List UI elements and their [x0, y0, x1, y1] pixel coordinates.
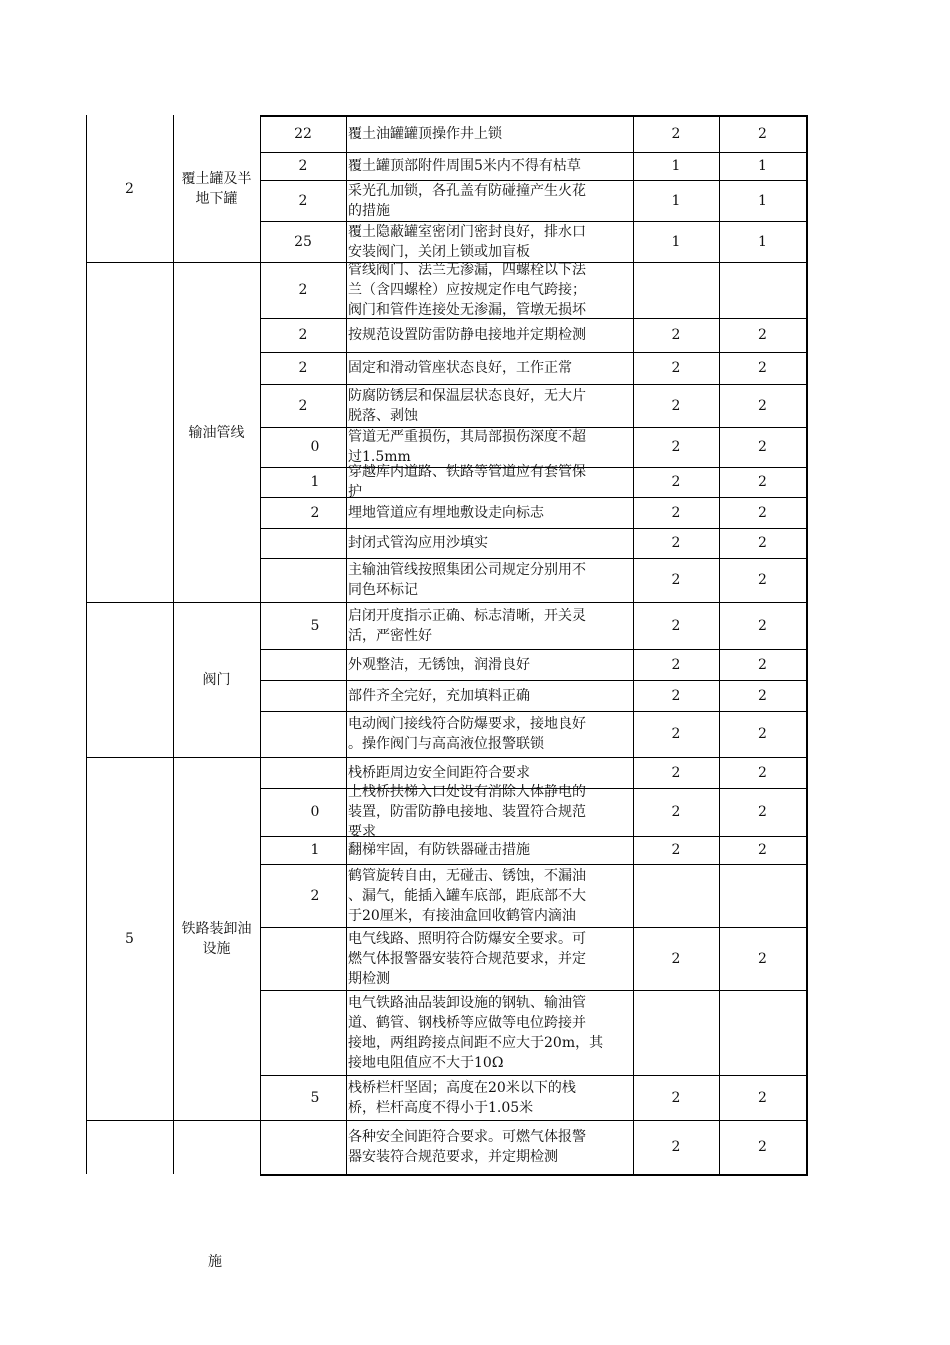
item-score: 2	[310, 504, 320, 521]
item-value-b	[719, 262, 806, 318]
grid-line-vertical	[806, 115, 808, 1175]
item-content: 部件齐全完好，充加填料正确	[348, 687, 530, 704]
item-value-a: 1	[671, 158, 681, 174]
item-value-b	[719, 990, 806, 1075]
group-name: 输油管线	[188, 425, 245, 441]
item-value-a: 2	[671, 804, 681, 820]
item-score	[260, 711, 346, 757]
item-value-a: 1	[671, 192, 681, 209]
group-name	[173, 1120, 260, 1174]
item-value-a: 2	[671, 125, 681, 142]
item-score	[260, 649, 346, 680]
item-value-a: 1	[671, 233, 681, 250]
item-value-b: 2	[758, 504, 767, 521]
item-value-b: 2	[758, 687, 767, 704]
item-score	[260, 1120, 346, 1174]
item-value-a: 2	[671, 617, 681, 634]
item-value-a	[633, 990, 719, 1075]
item-value-b: 2	[758, 842, 767, 858]
item-score	[260, 558, 346, 602]
item-content: 管线阀门、法兰无渗漏，四螺栓以下法 兰（含四螺栓）应按规定作电气跨接； 阀门和管件连接处无渗漏，管墩无损坏	[348, 262, 586, 318]
item-content: 电气铁路油品装卸设施的钢轨、输油管 道、鹤管、钢栈桥等应做等电位跨接并 接地，两组跨接点间距不应大于20m，其 接地电阻值应不大于10Ω	[348, 994, 604, 1071]
item-content: 覆土罐顶部附件周围5米内不得有枯草	[348, 158, 581, 174]
item-score: 0	[310, 439, 320, 455]
item-value-a: 2	[671, 950, 681, 967]
item-value-a: 2	[671, 687, 681, 704]
item-value-b: 1	[758, 158, 767, 174]
item-content: 电动阀门接线符合防爆要求，接地良好 。操作阀门与高高液位报警联锁	[348, 716, 586, 752]
item-content: 防腐防锈层和保温层状态良好，无大片 脱落、剥蚀	[348, 387, 586, 424]
item-value-a: 2	[671, 842, 681, 858]
group-number	[86, 262, 173, 602]
item-value-a: 2	[671, 1089, 681, 1106]
item-value-b: 2	[758, 360, 767, 376]
grid-line-horizontal	[260, 1174, 808, 1176]
item-content: 电气线路、照明符合防爆安全要求。可 燃气体报警器安装符合规范要求，并定 期检测	[348, 930, 586, 987]
item-value-b: 2	[758, 439, 767, 455]
item-content: 上栈桥扶梯入口处设有消除人体静电的 装置，防雷防静电接地、装置符合规范 要求	[348, 784, 586, 840]
item-score	[260, 927, 346, 990]
item-value-a: 2	[671, 439, 681, 455]
item-content: 栈桥栏杆坚固；高度在20米以下的栈 桥，栏杆高度不得小于1.05米	[348, 1079, 576, 1116]
item-value-b: 2	[758, 535, 767, 551]
item-content: 封闭式管沟应用沙填实	[348, 535, 488, 551]
item-value-b: 2	[758, 125, 767, 142]
item-value-b: 2	[758, 950, 767, 967]
item-content: 采光孔加锁，各孔盖有防碰撞产生火花 的措施	[348, 182, 586, 219]
item-score: 2	[298, 397, 308, 414]
item-score: 5	[310, 1089, 320, 1106]
item-score: 22	[294, 125, 312, 142]
item-value-a: 2	[671, 397, 681, 414]
group-name: 铁路装卸油 设施	[181, 920, 252, 957]
item-value-b: 2	[758, 474, 767, 490]
item-content: 翻梯牢固，有防铁器碰击措施	[348, 842, 530, 858]
item-value-a	[633, 864, 719, 927]
item-score: 2	[298, 158, 308, 174]
item-value-b: 2	[758, 327, 767, 343]
item-score: 1	[310, 474, 320, 490]
item-content: 按规范设置防雷防静电接地并定期检测	[348, 327, 586, 343]
item-value-b: 2	[758, 656, 767, 673]
item-value-a: 2	[671, 474, 681, 490]
item-content: 覆土油罐罐顶操作井上锁	[348, 125, 502, 142]
item-score	[260, 528, 346, 558]
item-content: 穿越库内道路、铁路等管道应有套管保 护	[348, 464, 586, 500]
item-value-a: 2	[671, 572, 681, 588]
item-score: 25	[294, 233, 312, 250]
item-value-b: 2	[758, 764, 767, 781]
item-value-a: 2	[671, 1139, 681, 1155]
item-value-a: 2	[671, 535, 681, 551]
group-number	[86, 1120, 173, 1174]
item-value-b: 2	[758, 572, 767, 588]
group-number: 2	[125, 180, 134, 197]
item-value-b: 2	[758, 397, 767, 414]
item-value-a: 2	[671, 726, 681, 742]
item-value-a	[633, 262, 719, 318]
item-content: 覆土隐蔽罐室密闭门密封良好，排水口 安装阀门，关闭上锁或加盲板	[348, 223, 586, 260]
item-value-b: 1	[758, 192, 767, 209]
item-content: 管道无严重损伤，其局部损伤深度不超 过1.5mm	[348, 429, 586, 465]
item-content: 外观整洁，无锈蚀，润滑良好	[348, 656, 530, 673]
item-content: 固定和滑动管座状态良好，工作正常	[348, 360, 572, 376]
footer-text: 施	[208, 1254, 222, 1270]
item-value-a: 2	[671, 656, 681, 673]
item-score	[260, 757, 346, 788]
item-score: 0	[310, 804, 320, 820]
item-value-b: 2	[758, 726, 767, 742]
item-content: 鹤管旋转自由，无碰击、锈蚀，不漏油 、漏气，能插入罐车底部，距底部不大 于20厘米，有接油盒回收鹤管内滴油	[348, 867, 586, 924]
item-score: 2	[298, 327, 308, 343]
item-content: 主输油管线按照集团公司规定分别用不 同色环标记	[348, 562, 586, 598]
item-score	[260, 680, 346, 711]
item-content: 启闭开度指示正确、标志清晰，开关灵 活，严密性好	[348, 607, 586, 644]
item-score: 2	[298, 282, 308, 298]
item-content: 各种安全间距符合要求。可燃气体报警 器安装符合规范要求，并定期检测	[348, 1129, 586, 1165]
item-score: 5	[310, 617, 320, 634]
item-value-a: 2	[671, 360, 681, 376]
item-value-b: 2	[758, 804, 767, 820]
item-value-a: 2	[671, 327, 681, 343]
item-score: 2	[298, 192, 308, 209]
item-content: 埋地管道应有埋地敷设走向标志	[348, 504, 544, 521]
group-name: 阀门	[202, 671, 231, 688]
item-value-b: 2	[758, 1089, 767, 1106]
item-score: 2	[298, 360, 308, 376]
group-number: 5	[125, 930, 134, 947]
item-value-b	[719, 864, 806, 927]
item-value-b: 2	[758, 1139, 767, 1155]
group-name: 覆土罐及半 地下罐	[181, 170, 252, 207]
item-value-b: 2	[758, 617, 767, 634]
item-score	[260, 990, 346, 1075]
item-score: 1	[310, 842, 320, 858]
item-score: 2	[310, 887, 320, 904]
group-number	[86, 602, 173, 757]
item-value-b: 1	[758, 233, 767, 250]
item-value-a: 2	[671, 504, 681, 521]
item-value-a: 2	[671, 764, 681, 781]
item-content: 栈桥距周边安全间距符合要求	[348, 764, 530, 781]
